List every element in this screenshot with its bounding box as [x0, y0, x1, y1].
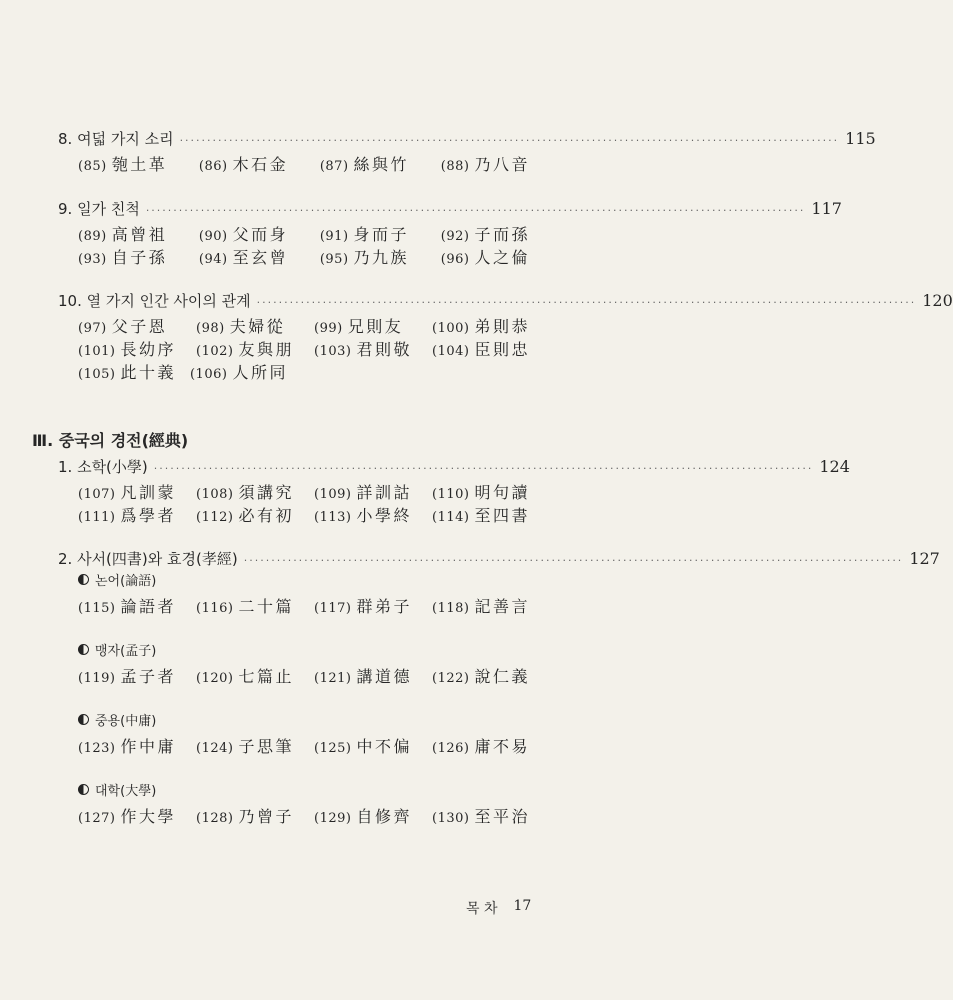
- verse-phrase: 二十篇: [238, 597, 294, 616]
- verse-number: (128): [196, 811, 234, 826]
- verse-phrase: 木石金: [232, 155, 289, 174]
- verse-number: (130): [432, 811, 470, 826]
- verse-item: [314, 503, 412, 526]
- verse-number: (99): [314, 321, 343, 336]
- verse-number: (96): [440, 252, 470, 267]
- verse-number: (105): [78, 367, 116, 382]
- subsection-label: [78, 570, 156, 589]
- toc-heading-title: 1. 소학(小學): [58, 458, 148, 476]
- verse-item: [432, 503, 530, 526]
- subsection-title: 중용(中庸): [95, 714, 157, 729]
- verse-phrase: 作中庸: [120, 737, 176, 756]
- toc-heading-title: 10. 열 가지 인간 사이의 관계: [58, 292, 251, 310]
- verse-item: [320, 152, 409, 175]
- verse-item: [199, 245, 288, 268]
- verse-number: (113): [314, 510, 352, 525]
- verse-phrase: 子思筆: [238, 737, 294, 756]
- verse-number: (123): [78, 741, 116, 756]
- half-circle-icon: [78, 784, 89, 795]
- verse-number: (108): [196, 487, 234, 502]
- part-3-title: Ⅲ. 중국의 경전(經典): [32, 431, 189, 450]
- verse-phrase: 高曾祖: [111, 225, 168, 244]
- verse-item: [78, 360, 176, 383]
- verse-number: (129): [314, 811, 352, 826]
- verse-phrase: 身而子: [353, 225, 410, 244]
- verse-item: [196, 664, 294, 687]
- verse-item: [78, 734, 176, 757]
- verse-item: [432, 664, 530, 687]
- verse-number: (89): [78, 229, 107, 244]
- toc-leader-dots: ························································································································: [145, 204, 806, 217]
- verse-item: [314, 734, 412, 757]
- verse-item: [432, 337, 530, 360]
- toc-heading-title: 8. 여덟 가지 소리: [58, 130, 174, 148]
- verse-phrase: 父子恩: [111, 317, 168, 336]
- verse-item: [78, 480, 176, 503]
- verse-phrase: 長幼序: [120, 340, 176, 359]
- toc-heading[interactable]: [58, 456, 850, 477]
- verse-phrase: 兄則友: [347, 317, 404, 336]
- verse-phrase: 至玄曾: [232, 248, 289, 267]
- verse-row: [78, 337, 530, 360]
- verse-phrase: 乃八音: [474, 155, 530, 174]
- verse-phrase: 凡訓蒙: [120, 483, 176, 502]
- verse-item: [78, 222, 167, 245]
- subsection-title: 논어(論語): [95, 574, 157, 589]
- verse-number: (116): [196, 601, 234, 616]
- verse-item: [196, 314, 285, 337]
- verse-item: [78, 314, 167, 337]
- verse-phrase: 須講究: [238, 483, 294, 502]
- verse-number: (95): [319, 252, 349, 267]
- toc-leader-dots: ························································································································: [179, 134, 840, 147]
- verse-number: (98): [196, 321, 225, 336]
- verse-phrase: 七篇止: [238, 667, 294, 686]
- verse-item: [432, 734, 530, 757]
- verse-phrase: 明句讀: [474, 483, 530, 502]
- verse-phrase: 記善言: [474, 597, 530, 616]
- verse-item: [441, 152, 530, 175]
- half-circle-icon: [78, 714, 89, 725]
- toc-leader-dots: ························································································································: [153, 462, 814, 475]
- verse-row: [78, 734, 530, 757]
- verse-number: (121): [314, 671, 352, 686]
- verse-phrase: 說仁義: [474, 667, 530, 686]
- verse-row: [78, 594, 530, 617]
- half-circle-icon: [78, 574, 89, 585]
- verse-phrase: 夫婦從: [229, 317, 286, 336]
- verse-number: (88): [440, 159, 470, 174]
- subsection-title: 맹자(孟子): [95, 644, 157, 659]
- verse-number: (112): [196, 510, 234, 525]
- verse-number: (87): [319, 159, 349, 174]
- verse-phrase: 乃九族: [353, 248, 410, 267]
- verse-number: (127): [78, 811, 116, 826]
- toc-page-number: 124: [819, 457, 850, 476]
- verse-item: [432, 594, 530, 617]
- verse-item: [196, 503, 294, 526]
- toc-heading[interactable]: [58, 290, 953, 311]
- verse-item: [320, 245, 409, 268]
- verse-phrase: 自子孫: [111, 248, 168, 267]
- verse-phrase: 至四書: [474, 506, 530, 525]
- verse-phrase: 爲學者: [120, 506, 176, 525]
- half-circle-icon: [78, 644, 89, 655]
- verse-phrase: 臣則忠: [474, 340, 530, 359]
- verse-phrase: 子而孫: [474, 225, 530, 244]
- verse-item: [432, 314, 530, 337]
- verse-phrase: 乃曾子: [238, 807, 294, 826]
- verse-number: (109): [314, 487, 352, 502]
- verse-item: [78, 245, 167, 268]
- verse-item: [441, 222, 530, 245]
- verse-row: [78, 503, 530, 526]
- verse-item: [199, 152, 288, 175]
- verse-item: [78, 503, 176, 526]
- verse-number: (97): [78, 321, 107, 336]
- verse-number: (93): [78, 252, 107, 267]
- subsection-label: [78, 710, 156, 729]
- toc-page-number: 117: [811, 199, 842, 218]
- toc-heading-title: 9. 일가 친척: [58, 200, 140, 218]
- verse-phrase: 父而身: [232, 225, 289, 244]
- verse-item: [314, 804, 412, 827]
- verse-phrase: 此十義: [120, 363, 176, 382]
- toc-leader-dots: ························································································································: [256, 296, 917, 309]
- verse-item: [196, 804, 294, 827]
- toc-page-number: 120: [922, 291, 953, 310]
- verse-number: (90): [198, 229, 228, 244]
- verse-item: [314, 337, 412, 360]
- verse-item: [314, 594, 412, 617]
- toc-heading-title: 2. 사서(四書)와 효경(孝經): [58, 550, 238, 568]
- verse-number: (85): [78, 159, 107, 174]
- verse-item: [196, 594, 294, 617]
- verse-number: (100): [432, 321, 470, 336]
- verse-item: [78, 594, 176, 617]
- verse-phrase: 中不偏: [356, 737, 412, 756]
- verse-phrase: 至平治: [474, 807, 530, 826]
- verse-item: [199, 222, 288, 245]
- verse-row: [78, 664, 530, 687]
- verse-item: [320, 222, 409, 245]
- verse-number: (101): [78, 344, 116, 359]
- verse-item: [78, 664, 176, 687]
- verse-phrase: 人所同: [232, 363, 288, 382]
- verse-item: [314, 664, 412, 687]
- verse-number: (86): [198, 159, 228, 174]
- verse-phrase: 友與朋: [238, 340, 294, 359]
- verse-phrase: 論語者: [120, 597, 176, 616]
- toc-heading[interactable]: [58, 198, 842, 219]
- subsection-label: [78, 780, 156, 799]
- verse-phrase: 絲與竹: [353, 155, 410, 174]
- verse-item: [196, 337, 294, 360]
- verse-phrase: 必有初: [238, 506, 294, 525]
- verse-phrase: 弟則恭: [474, 317, 530, 336]
- verse-phrase: 孟子者: [120, 667, 176, 686]
- verse-number: (91): [319, 229, 349, 244]
- verse-number: (94): [198, 252, 228, 267]
- verse-row: [78, 804, 530, 827]
- verse-item: [432, 804, 530, 827]
- verse-number: (120): [196, 671, 234, 686]
- verse-phrase: 自修齊: [356, 807, 412, 826]
- page-footer: [466, 898, 531, 918]
- verse-phrase: 詳訓詁: [356, 483, 412, 502]
- verse-number: (111): [78, 510, 116, 525]
- subsection-label: [78, 640, 156, 659]
- verse-item: [196, 734, 294, 757]
- verse-phrase: 群弟子: [356, 597, 412, 616]
- verse-item: [190, 360, 288, 383]
- verse-row: [78, 314, 530, 337]
- verse-item: [78, 152, 167, 175]
- verse-row: [78, 480, 530, 503]
- verse-number: (110): [432, 487, 470, 502]
- verse-number: (115): [78, 601, 116, 616]
- verse-number: (103): [314, 344, 352, 359]
- verse-number: (104): [432, 344, 470, 359]
- footer-page-number: 17: [513, 898, 532, 914]
- verse-item: [78, 804, 176, 827]
- verse-phrase: 人之倫: [474, 248, 530, 267]
- toc-heading[interactable]: [58, 548, 940, 569]
- verse-number: (92): [440, 229, 470, 244]
- verse-number: (102): [196, 344, 234, 359]
- verse-phrase: 庸不易: [474, 737, 530, 756]
- verse-phrase: 作大學: [120, 807, 176, 826]
- verse-number: (117): [314, 601, 352, 616]
- verse-number: (107): [78, 487, 116, 502]
- verse-number: (125): [314, 741, 352, 756]
- verse-phrase: 君則敬: [356, 340, 412, 359]
- verse-row: [78, 152, 530, 175]
- verse-number: (119): [78, 671, 116, 686]
- subsection-title: 대학(大學): [95, 784, 157, 799]
- verse-number: (118): [432, 601, 470, 616]
- verse-phrase: 匏土革: [111, 155, 168, 174]
- verse-number: (126): [432, 741, 470, 756]
- verse-number: (114): [432, 510, 470, 525]
- toc-page-number: 127: [909, 549, 940, 568]
- verse-row: [78, 222, 530, 245]
- verse-number: (106): [189, 367, 228, 382]
- verse-item: [196, 480, 294, 503]
- toc-heading[interactable]: [58, 128, 876, 149]
- verse-number: (122): [432, 671, 470, 686]
- footer-label: 목 차: [466, 901, 498, 917]
- verse-item: [314, 480, 412, 503]
- verse-item: [78, 337, 176, 360]
- verse-phrase: 講道德: [356, 667, 412, 686]
- verse-row: [78, 245, 530, 268]
- toc-leader-dots: ························································································································: [243, 554, 904, 567]
- verse-row: [78, 360, 530, 383]
- verse-item: [441, 245, 530, 268]
- verse-item: [314, 314, 403, 337]
- verse-phrase: 小學終: [356, 506, 412, 525]
- verse-number: (124): [196, 741, 234, 756]
- verse-item: [432, 480, 530, 503]
- toc-page-number: 115: [845, 129, 876, 148]
